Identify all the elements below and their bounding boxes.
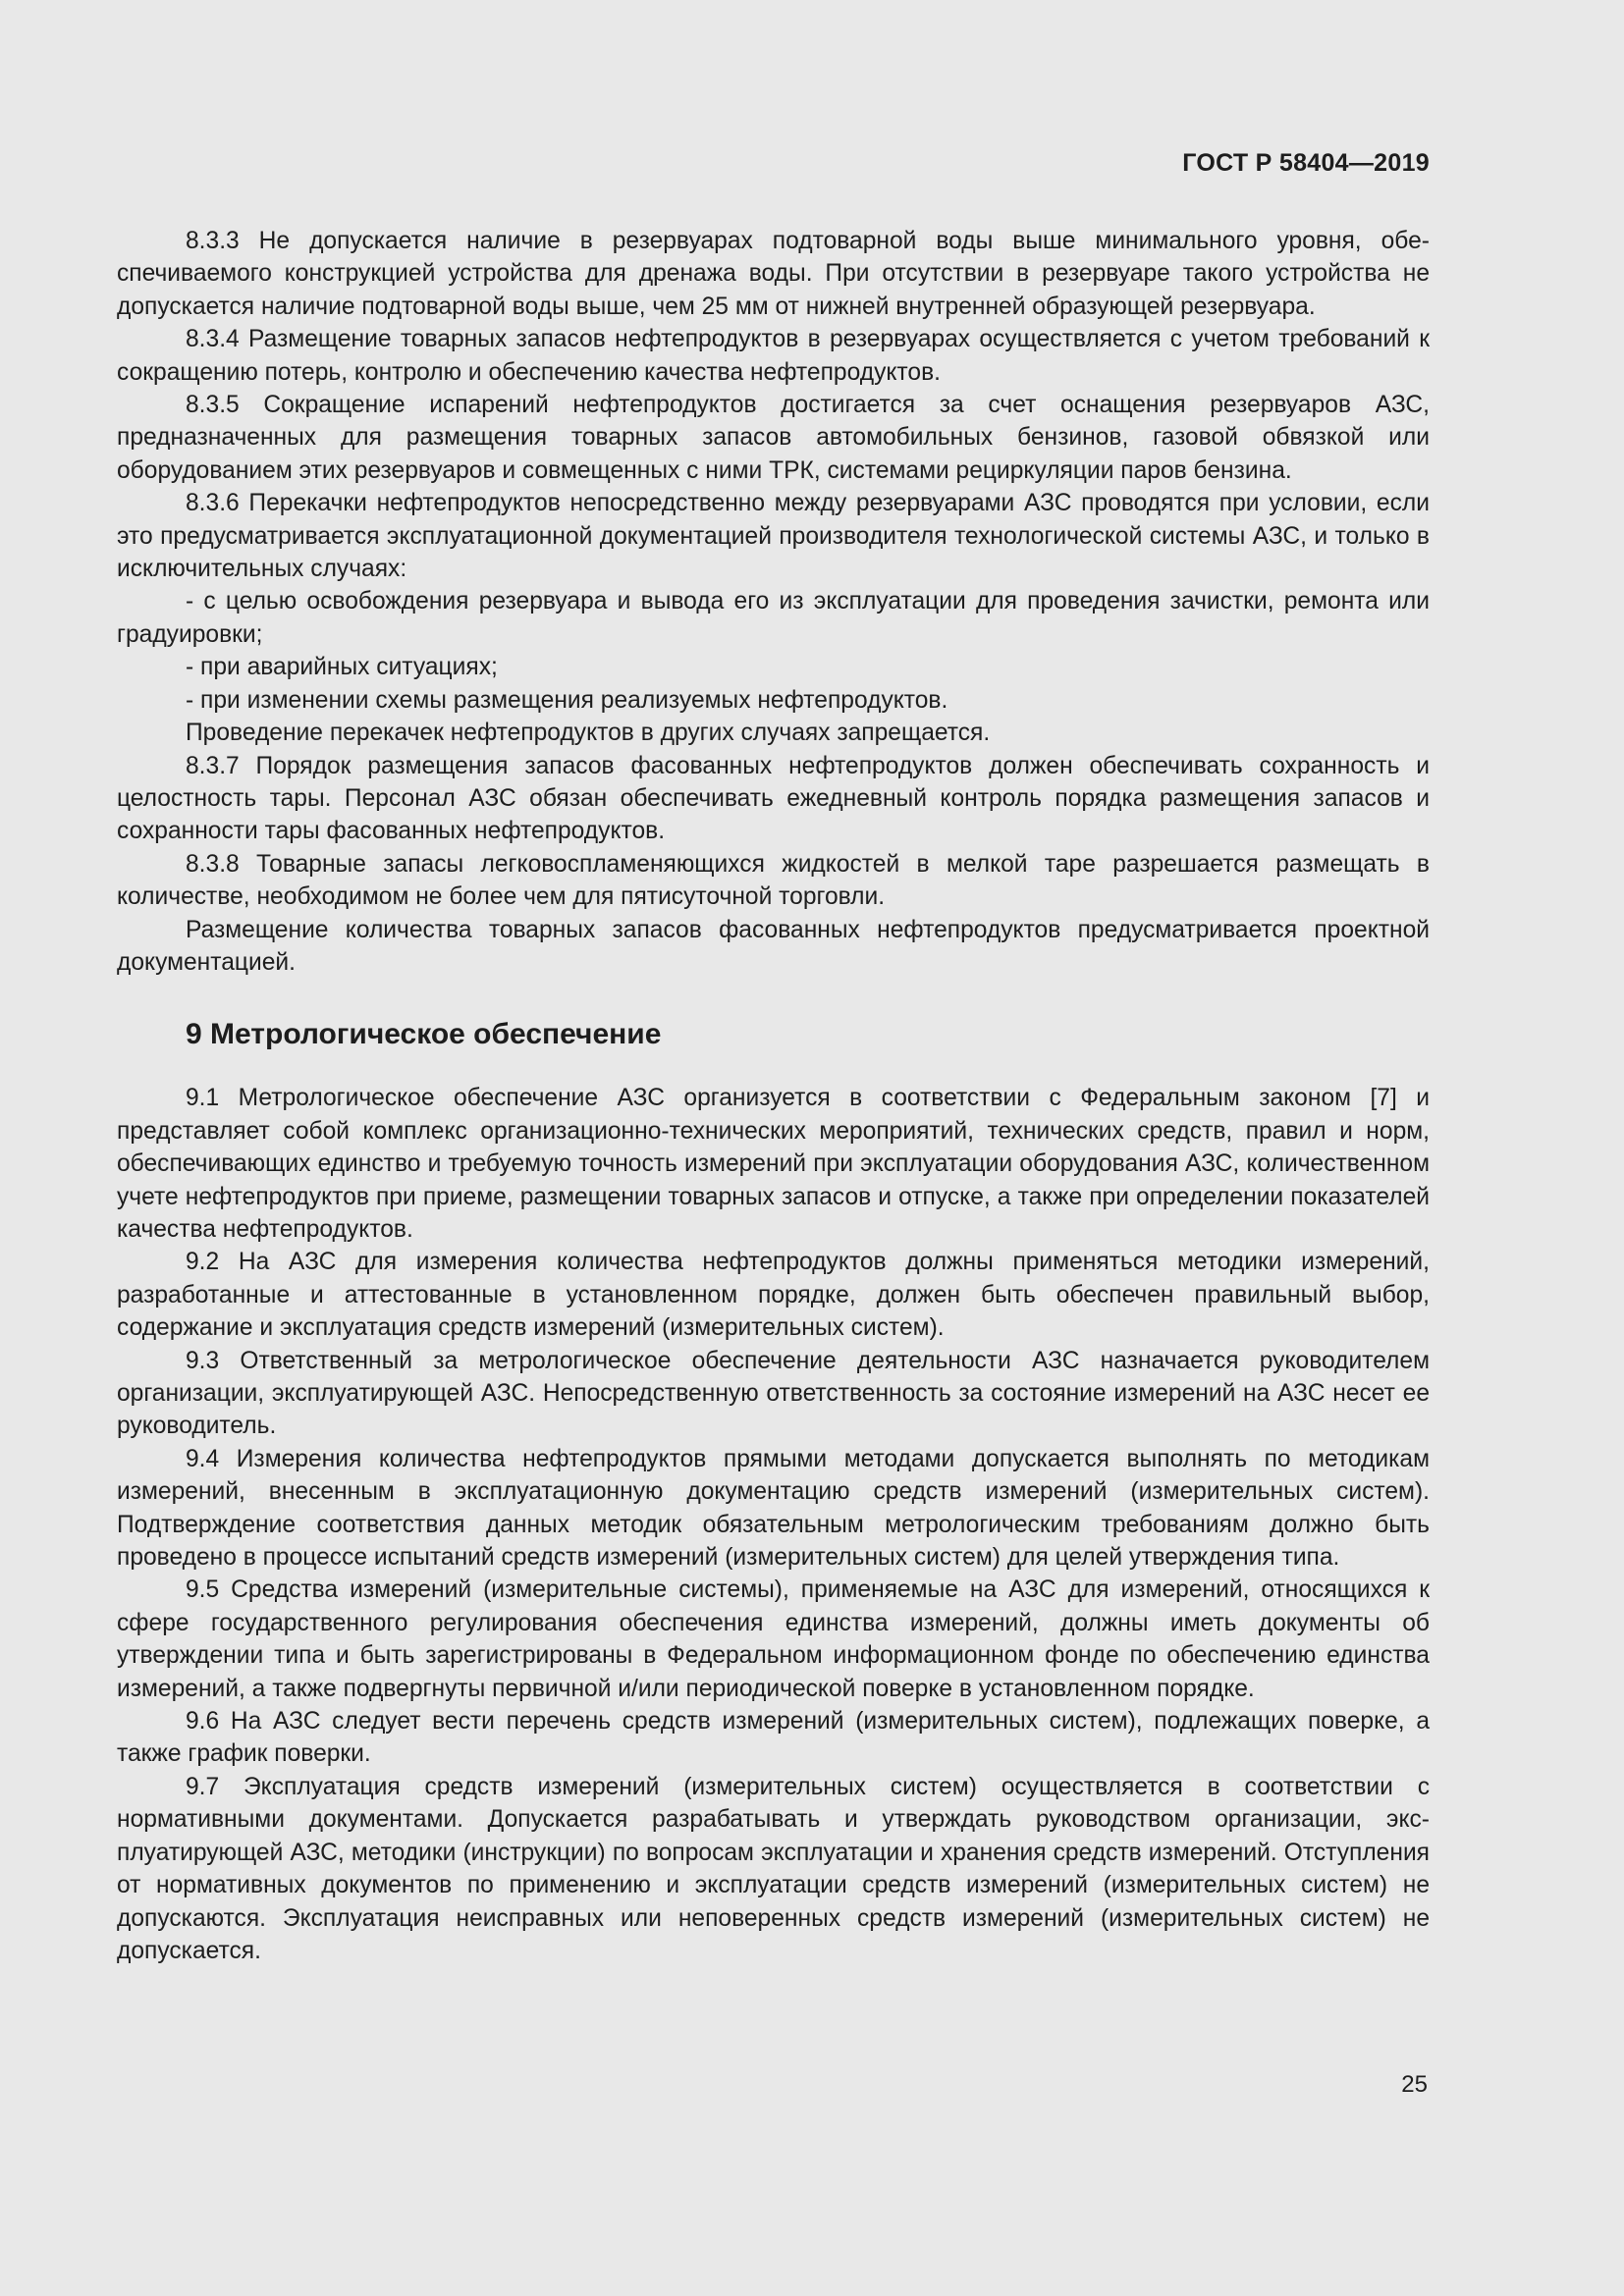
list-item-scheme-change: - при изменении схемы размещения реализуемых нефтепродуктов. xyxy=(186,686,948,714)
paragraph-8-3-4: 8.3.4 Размещение товарных запасов нефтепродуктов в резервуарах осуществляется с учетом требований к сокращению потерь, контролю и обеспечению качества нефтепродуктов. xyxy=(117,326,1430,386)
paragraph-8-3-8: 8.3.8 Товарные запасы легковоспламеняющихся жидкостей в мелкой таре разрешается размещать в количестве, необходимом не более чем для пятисуточной торговли. xyxy=(117,850,1430,911)
paragraph-8-3-3: 8.3.3 Не допускается наличие в резервуарах подтоварной воды выше минимального уровня, обеспечиваемого конструкцией устройства для дренажа воды. При отсутствии в резервуаре такого устройства не допускается наличие подтоварной воды выше, чем 25 мм от нижней внутренней образующей резервуара. xyxy=(117,228,1430,320)
document-body xyxy=(117,225,1430,1967)
paragraph-9-5: 9.5 Средства измерений (измерительные системы), применяемые на АЗС для измерений, относящихся к сфере государственного регулирования обеспечения единства измерений, должны иметь документы об утверждении типа и быть зарегистрированы в Федеральном информационном фонде по обеспечению единства измерений, а также подвергнуты первичной и/или периодической поверке в установленном порядке. xyxy=(117,1576,1430,1702)
paragraph-8-3-7: 8.3.7 Порядок размещения запасов фасованных нефтепродуктов должен обеспечивать сохранность и целостность тары. Персонал АЗС обязан обеспечивать ежедневный контроль порядка размещения запасов и сохранности тары фасованных нефтепродуктов. xyxy=(117,752,1430,845)
paragraph-9-7: 9.7 Эксплуатация средств измерений (измерительных систем) осуществляется в соответствии с нормативными документами. Допускается разрабатывать и утверждать руководством организации, эксплуатирующей АЗС, методики (инструкции) по вопросам эксплуатации и хранения средств измерений. Отступления от нормативных документов по применению и эксплуатации средств измерений (измерительных систем) не допускаются. Эксплуатация неисправных или неповеренных средств измерений (измерительных систем) не допускается. xyxy=(117,1773,1430,1964)
page-number: 25 xyxy=(1401,2071,1428,2098)
paragraph-9-3: 9.3 Ответственный за метрологическое обеспечение деятельности АЗС назначается руководителем организации, эксплуатирующей АЗС. Непосредственную ответственность за состояние измерений на АЗС несет ее руководитель. xyxy=(117,1347,1430,1440)
paragraph-9-2: 9.2 На АЗС для измерения количества нефтепродуктов должны применяться методики измерений, разработанные и аттестованные в установленном порядке, должен быть обеспечен правильный выбор, содержание и эксплуатация средств измерений (измерительных систем). xyxy=(117,1249,1430,1342)
section-9-heading: 9 Метрологическое обеспечение xyxy=(186,1018,662,1051)
paragraph-9-6: 9.6 На АЗС следует вести перечень средств измерений (измерительных систем), подлежащих поверке, а также график поверки. xyxy=(117,1708,1430,1768)
paragraph-9-4: 9.4 Измерения количества нефтепродуктов прямыми методами допускается выполнять по методикам измерений, внесенным в эксплуатационную документацию средств измерений (измерительных систем). Подтверждение соответствия данных методик обязательным метрологическим требованиям должно быть проведено в процессе испытаний средств измерений (измерительных систем) для целей утверждения типа. xyxy=(117,1445,1430,1572)
paragraph-9-1: 9.1 Метрологическое обеспечение АЗС организуется в соответствии с Федеральным законом [7] и представляет собой комплекс организационно-технических мероприятий, технических средств, правил и норм, обеспечивающих единство и требуемую точность измерений при эксплуатации оборудования АЗС, количественном учете нефтепродуктов при приеме, размещении товарных запасов и отпуске, а также при определении показателей качества нефтепродуктов. xyxy=(117,1085,1430,1243)
paragraph-pumping-prohibited: Проведение перекачек нефтепродуктов в других случаях запрещается. xyxy=(186,720,991,747)
paragraph-8-3-5: 8.3.5 Сокращение испарений нефтепродуктов достигается за счет оснащения резервуаров АЗС, предназначенных для размещения товарных запасов автомобильных бензинов, газовой обвязкой или оборудованием этих резервуаров и совмещенных с ними ТРК, системами рециркуляции паров бензина. xyxy=(117,392,1430,484)
list-item-cleaning: - с целью освобождения резервуара и вывода его из эксплуатации для проведения зачистки, ремонта или градуировки; xyxy=(117,588,1430,648)
document-header: ГОСТ Р 58404—2019 xyxy=(1182,149,1430,177)
paragraph-8-3-6: 8.3.6 Перекачки нефтепродуктов непосредственно между резервуарами АЗС проводятся при условии, если это предусматривается эксплуатационной документацией производителя технологической системы АЗС, и только в исключительных случаях: xyxy=(117,490,1430,583)
paragraph-packaged-stock: Размещение количества товарных запасов фасованных нефтепродуктов предусматривается проектной документацией. xyxy=(117,916,1430,976)
list-item-emergency: - при аварийных ситуациях; xyxy=(186,654,498,681)
